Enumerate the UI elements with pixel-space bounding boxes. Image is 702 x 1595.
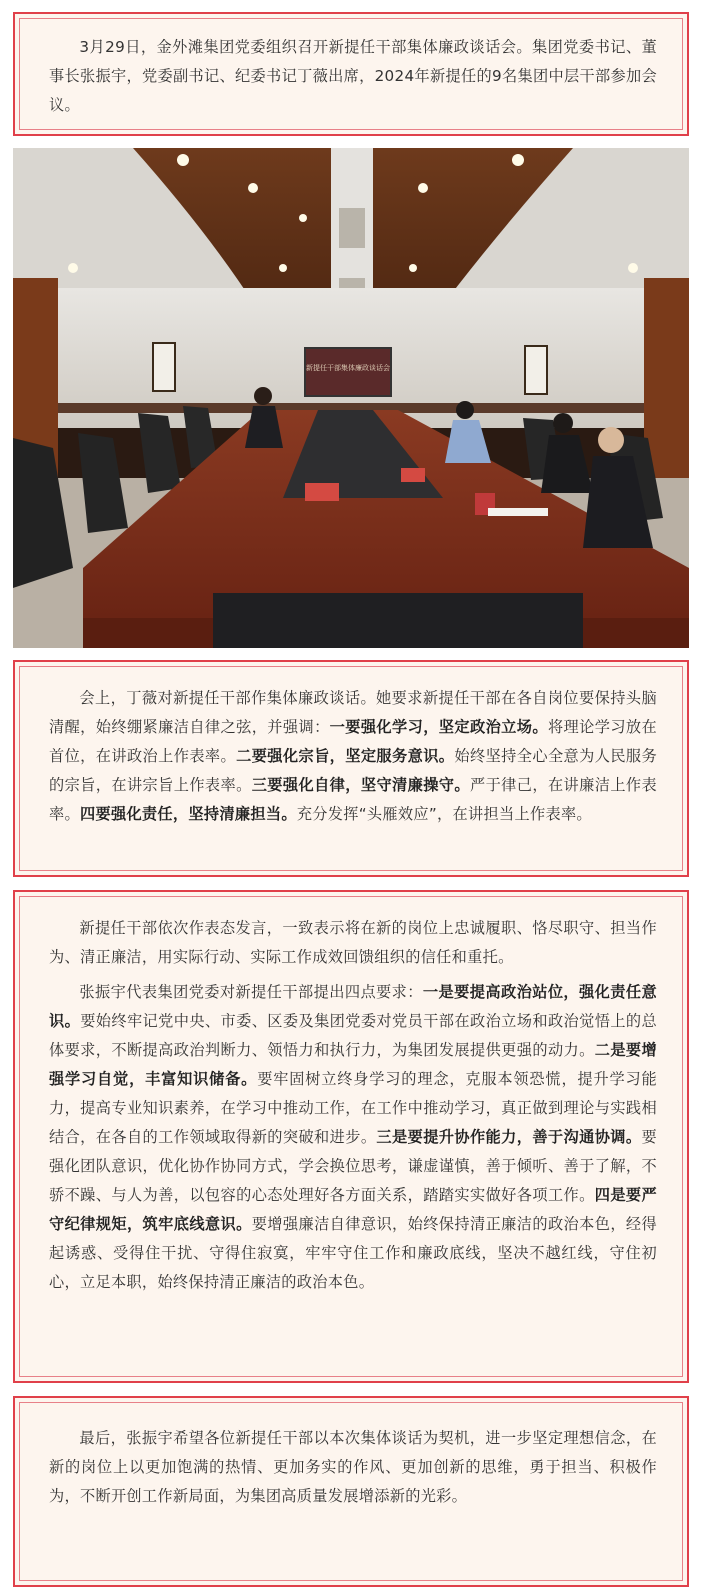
requirement-3-text: 要强化团队意识，优化协作协同方式，学会换位思考，谦虚谨慎，善于倾听、善于了解，不骄不躁、与人为善，以包容的心态处理好各方面关系，踏踏实实做好各项工作。 xyxy=(49,1128,657,1204)
point-2-heading: 二要强化宗旨，坚定服务意识。 xyxy=(236,747,455,765)
requirement-3-heading: 三是要提升协作能力，善于沟通协调。 xyxy=(376,1128,642,1146)
requirement-4-text: 要增强廉洁自律意识，始终保持清正廉洁的政治本色，经得起诱惑、受得住干扰、守得住寂寞，牢牢守住工作和廉政底线，坚决不越红线，守住初心，立足本职，始终保持清正廉洁的政治本色。 xyxy=(49,1215,657,1291)
meeting-photo xyxy=(13,148,689,648)
requirements-paragraph xyxy=(49,978,657,1297)
point-1-text: 将理论学习放在首位，在讲政治上作表率。 xyxy=(49,718,657,765)
point-3-heading: 三要强化自律，坚守清廉操守。 xyxy=(251,776,470,794)
point-4-heading: 四要强化责任，坚持清廉担当。 xyxy=(79,805,297,823)
point-1-heading: 一要强化学习，坚定政治立场。 xyxy=(329,718,548,736)
point-4-text: 充分发挥“头雁效应”，在讲担当上作表率。 xyxy=(296,805,592,823)
requirement-4-heading: 四是要严守纪律规矩，筑牢底线意识。 xyxy=(49,1186,657,1233)
requirement-1-heading: 一是要提高政治站位，强化责任意识。 xyxy=(49,983,657,1030)
intro-paragraph: 3月29日，金外滩集团党委组织召开新提任干部集体廉政谈话会。集团党委书记、董事长张振宇，党委副书记、纪委书记丁薇出席，2024年新提任的9名集团中层干部参加会议。 xyxy=(49,38,657,114)
point-2-text: 始终坚持全心全意为人民服务的宗旨，在讲宗旨上作表率。 xyxy=(49,747,657,794)
screen-text: 新提任干部集体廉政谈话会 xyxy=(306,364,390,372)
point-3-text: 严于律己，在讲廉洁上作表率。 xyxy=(49,776,657,823)
requirements-intro: 张振宇代表集团党委对新提任干部提出四点要求： xyxy=(79,983,423,1001)
closing-text-box xyxy=(13,1396,689,1587)
speech-paragraph xyxy=(49,684,657,829)
intro-text-box xyxy=(13,12,689,136)
speech-intro: 会上，丁薇对新提任干部作集体廉政谈话。她要求新提任干部在各自岗位要保持头脑清醒，始终绷紧廉洁自律之弦，并强调： xyxy=(49,689,657,736)
requirement-2-text: 要牢固树立终身学习的理念，克服本领恐慌，提升学习能力，提高专业知识素养，在学习中推动工作，在工作中推动学习，真正做到理论与实践相结合，在各自的工作领域取得新的突破和进步。 xyxy=(49,1070,658,1146)
requirements-text-box xyxy=(13,890,689,1383)
requirement-2-heading: 二是要增强学习自觉，丰富知识储备。 xyxy=(49,1041,657,1088)
closing-paragraph: 最后，张振宇希望各位新提任干部以本次集体谈话为契机，进一步坚定理想信念，在新的岗位上以更加饱满的热情、更加务实的作风、更加创新的思维，勇于担当、积极作为，不断开创工作新局面，为集团高质量发展增添新的光彩。 xyxy=(49,1429,657,1505)
statement-paragraph: 新提任干部依次作表态发言，一致表示将在新的岗位上忠诚履职、恪尽职守、担当作为、清正廉洁，用实际行动、实际工作成效回馈组织的信任和重托。 xyxy=(49,919,657,966)
speech-text-box xyxy=(13,660,689,877)
requirement-1-text: 要始终牢记党中央、市委、区委及集团党委对党员干部在政治立场和政治觉悟上的总体要求，不断提高政治判断力、领悟力和执行力，为集团发展提供更强的动力。 xyxy=(49,1012,657,1059)
